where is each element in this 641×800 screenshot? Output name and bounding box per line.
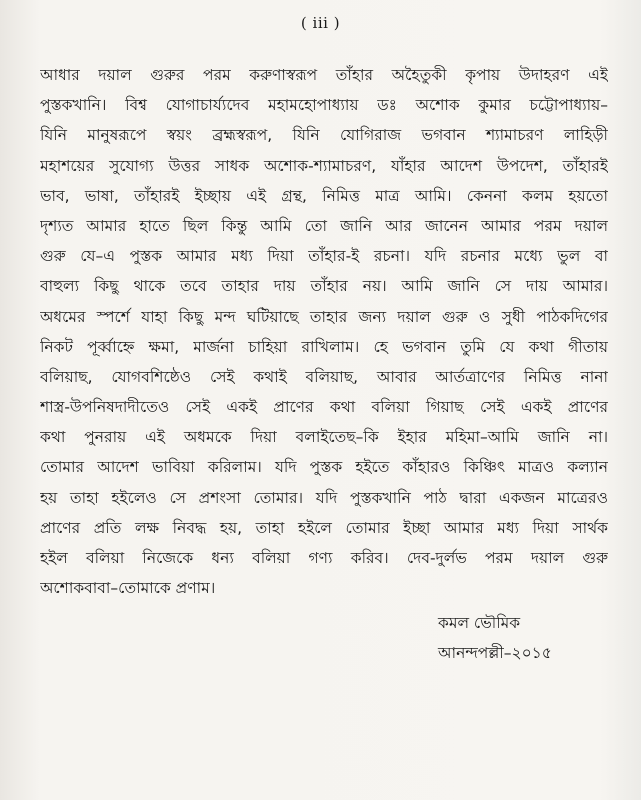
text-line: পুস্তকখানি। বিশ্ব যোগাচার্য্যদেব মহামহোপাধ্যায় ডঃ অশোক কুমার চট্টোপাধ্যায়–: [40, 96, 608, 115]
text-line: কথা পুনরায় এই অধমকে দিয়া বলাইতেছ–কি ইহার মহিমা–আমি জানি না।: [40, 428, 608, 447]
text-line: নিকট পূর্ব্বাহ্নে ক্ষমা, মার্জনা চাহিয়া রাখিলাম। হে ভগবান তুমি যে কথা গীতায়: [40, 337, 608, 356]
body-paragraph: [40, 60, 608, 603]
text-line: গুরু যে–এ পুস্তক আমার মধ্য দিয়া তাঁহার-ই রচনা। যদি রচনার মধ্যে ভুল বা: [40, 247, 608, 266]
text-line: আধার দয়াল গুরুর পরম করুণাস্বরূপ তাঁহার অহৈতুকী কৃপায় উদাহরণ এই: [40, 66, 608, 84]
text-line: হইল বলিয়া নিজেকে ধন্য বলিয়া গণ্য করিব। দেব-দুর্লভ পরম দয়াল গুরু: [40, 549, 608, 567]
text-line: হয় তাহা হইলেও সে প্রশংসা তোমার। যদি পুস্তকখানি পাঠ দ্বারা একজন মাত্রেরও: [40, 488, 608, 507]
text-line: বলিয়াছ, যোগবশিষ্ঠেও সেই কথাই বলিয়াছ, আবার আর্তত্রাণের নিমিত্ত নানা: [40, 367, 608, 386]
text-line: দৃশ্যত আমার হাতে ছিল কিন্তু আমি তো জানি আর জানেন আমার পরম দয়াল: [40, 216, 608, 235]
signature-block: [438, 608, 618, 668]
text-line: মহাশয়ের সুযোগ্য উত্তর সাধক অশোক-শ্যামাচরণ, যাঁহার আদেশ উপদেশ, তাঁহারই: [40, 156, 608, 175]
text-line: যিনি মানুষরূপে স্বয়ং ব্রহ্মস্বরূপ, যিনি যোগিরাজ ভগবান শ্যামাচরণ লাহিড়ী: [40, 126, 608, 145]
place-and-year: আনন্দপল্লী–২০১৫: [438, 644, 552, 662]
text-line: বাহুল্য কিছু থাকে তবে তাহার দায় তাঁহার নয়। আমি জানি সে দায় আমার।: [40, 277, 608, 296]
page-number: ( iii ): [300, 14, 341, 32]
text-line: অধমের স্পর্শে যাহা কিছু মন্দ ঘটিয়াছে তাহার জন্য দয়াল গুরু ও সুধী পাঠকদিগের: [40, 307, 608, 326]
text-line: তোমার আদেশ ভাবিয়া করিলাম। যদি পুস্তক হইতে কাঁহারও কিঞ্চিৎ মাত্রও কল্যান: [40, 458, 608, 477]
author-name: কমল ভৌমিক: [438, 614, 521, 632]
text-line: অশোকবাবা–তোমাকে প্রণাম।: [40, 579, 216, 598]
text-line: প্রাণের প্রতি লক্ষ নিবদ্ধ হয়, তাহা হইলে তোমার ইচ্ছা আমার মধ্য দিয়া সার্থক: [40, 518, 608, 537]
text-line: ভাব, ভাষা, তাঁহারই ইচ্ছায় এই গ্রন্থ, নিমিত্ত মাত্র আমি। কেননা কলম হয়তো: [40, 186, 608, 205]
text-line: শাস্ত্র-উপনিষদাদীতেও সেই একই প্রাণের কথা বলিয়া গিয়াছ সেই একই প্রাণের: [40, 398, 608, 417]
